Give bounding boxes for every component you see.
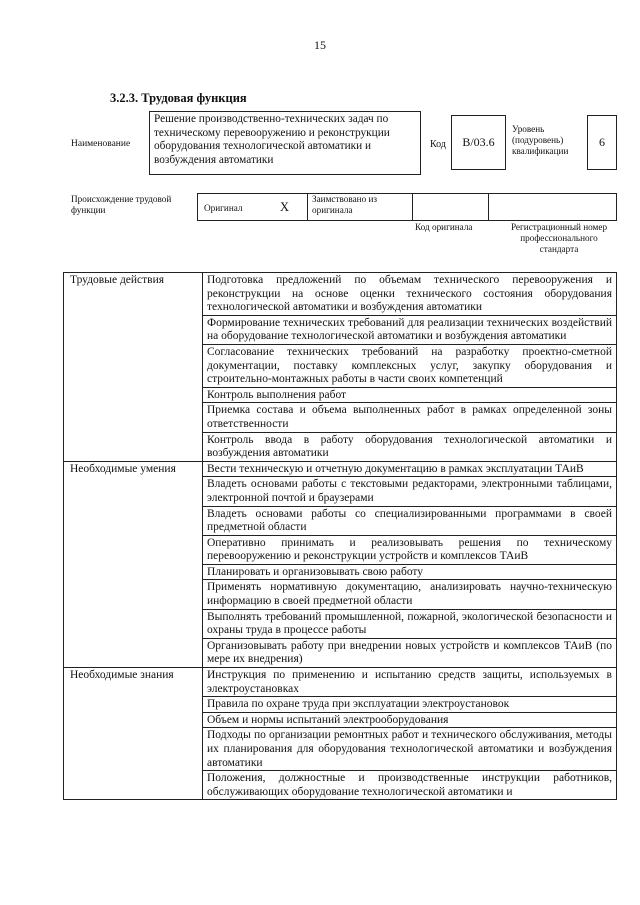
table-row: Владеть основами работы с текстовыми редакторами, электронными таблицами, электронной почтой и браузерами (203, 477, 617, 506)
level-label: Уровень (подуровень) квалификации (512, 124, 569, 156)
reg-number-label: Регистрационный номер профессионального стандарта (510, 222, 608, 254)
table-row: Вести техническую и отчетную документацию в рамках эксплуатации ТАиВ (203, 461, 617, 477)
competency-table (63, 272, 617, 800)
table-row: Согласование технических требований на разработку проектно-сметной документации, поставку комплексных услуг, закупку оборудования и строительно-монтажных работы в части своих компетенций (203, 344, 617, 387)
section-title-skills: Необходимые умения (64, 461, 203, 667)
name-label: Наименование (71, 139, 131, 149)
code-label: Код (430, 139, 446, 150)
table-row: Правила по охране труда при эксплуатации электроустановок (203, 697, 617, 713)
table-row: Приемка состава и объема выполненных работ в рамках определенной зоны ответственности (203, 403, 617, 432)
table-row: Формирование технических требований для реализации технических воздействий на оборудование технологической автоматики и возбуждения автоматики (203, 315, 617, 344)
table-row: Применять нормативную документацию, анализировать научно-техническую информацию в своей предметной области (203, 580, 617, 609)
origin-divider (307, 194, 308, 220)
table-row: Инструкция по применению и испытанию средств защиты, используемых в электроустановках (203, 668, 617, 697)
table-row: Оперативно принимать и реализовывать решения по техническому перевооружению и реконструкции устройств и комплексов ТАиВ (203, 535, 617, 564)
origin-label: Происхождение трудовой функции (71, 194, 172, 215)
table-row: Контроль выполнения работ (203, 387, 617, 403)
table-row: Положения, должностные и производственные инструкции работников, обслуживающих оборудование технологической автоматики и (203, 771, 617, 800)
original-mark: X (280, 200, 290, 214)
level-value: 6 (587, 115, 617, 170)
origin-grid (197, 193, 617, 221)
section-title-actions: Трудовые действия (64, 273, 203, 462)
code-value: B/03.6 (451, 115, 506, 170)
section-heading: 3.2.3. Трудовая функция (110, 91, 247, 105)
borrowed-label: Заимствовано из оригинала (312, 194, 378, 215)
table-row: Планировать и организовывать свою работу (203, 564, 617, 580)
table-row: Организовывать работу при внедрении новых устройств и комплексов ТАиВ (по мере их внедрения) (203, 638, 617, 667)
table-row: Объем и нормы испытаний электрооборудования (203, 712, 617, 728)
table-row: Владеть основами работы со специализированными программами в своей предметной области (203, 506, 617, 535)
code-original-label: Код оригинала (415, 222, 473, 232)
table-row: Подготовка предложений по объемам технического перевооружения и реконструкции на основе оценки технического состояния оборудования технологической автоматики и возбуждения автоматики (203, 273, 617, 316)
function-name: Решение производственно-технических задач по техническому перевооружению и реконструкции оборудования технологической автоматики и возбуждения автоматики (149, 111, 421, 175)
table-row: Контроль ввода в работу оборудования технологической автоматики и возбуждения автоматики (203, 432, 617, 461)
page-number: 15 (314, 38, 326, 52)
table-row: Выполнять требований промышленной, пожарной, экологической безопасности и охраны труда в процессе работы (203, 609, 617, 638)
section-title-knowledge: Необходимые знания (64, 668, 203, 800)
origin-divider (412, 194, 413, 220)
origin-divider (488, 194, 489, 220)
table-row: Подходы по организации ремонтных работ и технического обслуживания, методы их планирования для оборудования технологической автоматики и возбуждения автоматики (203, 728, 617, 771)
original-label: Оригинал (204, 203, 243, 213)
